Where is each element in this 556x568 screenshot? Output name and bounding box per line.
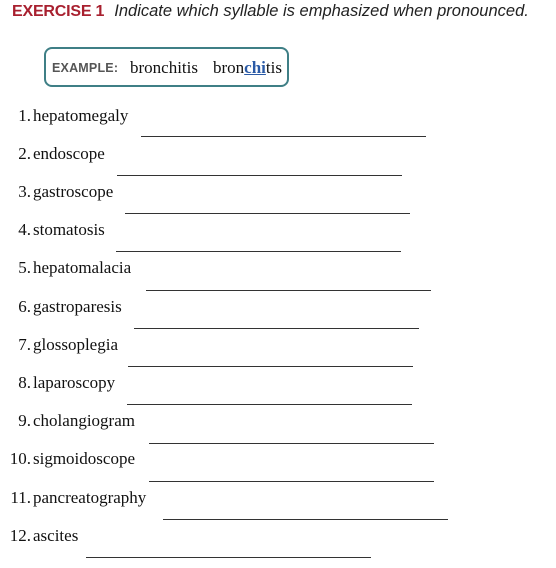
- exercise-item: [0, 297, 122, 317]
- item-term: sigmoidoscope: [33, 449, 135, 468]
- item-term: hepatomalacia: [33, 258, 132, 277]
- exercise-item: [0, 106, 128, 126]
- answer-line[interactable]: [128, 366, 413, 367]
- exercise-title: EXERCISE 1: [12, 3, 105, 20]
- item-term: pancreatography: [33, 488, 147, 507]
- item-number: 1.: [18, 106, 31, 125]
- item-term: cholangiogram: [33, 411, 135, 430]
- example-answer-after: tis: [265, 58, 282, 77]
- item-number: 10.: [9, 449, 31, 468]
- item-term: gastroscope: [33, 182, 114, 201]
- item-term: laparoscopy: [33, 373, 116, 392]
- item-term: endoscope: [33, 144, 105, 163]
- answer-line[interactable]: [146, 290, 431, 291]
- example-label: EXAMPLE:: [52, 61, 119, 75]
- item-number: 8.: [18, 373, 31, 392]
- answer-line[interactable]: [127, 404, 412, 405]
- exercise-item: [0, 258, 131, 278]
- answer-line[interactable]: [149, 443, 434, 444]
- answer-line[interactable]: [134, 328, 419, 329]
- exercise-header: [12, 2, 529, 21]
- answer-line[interactable]: [117, 175, 402, 176]
- example-word: bronchitis: [130, 58, 198, 77]
- answer-line[interactable]: [163, 519, 448, 520]
- item-number: 11.: [10, 488, 31, 507]
- exercise-item: [0, 488, 146, 508]
- example-answer: [213, 58, 282, 78]
- item-term: glossoplegia: [33, 335, 118, 354]
- item-number: 9.: [18, 411, 31, 430]
- item-number: 7.: [18, 335, 31, 354]
- answer-line[interactable]: [86, 557, 371, 558]
- exercise-item: [0, 335, 118, 355]
- item-number: 3.: [18, 182, 31, 201]
- item-number: 2.: [18, 144, 31, 163]
- exercise-item: [0, 220, 105, 240]
- answer-line[interactable]: [125, 213, 410, 214]
- example-emphasized-syllable: chi: [244, 58, 266, 77]
- example-answer-before: bron: [213, 58, 245, 77]
- item-term: stomatosis: [33, 220, 105, 239]
- exercise-item: [0, 449, 135, 469]
- exercise-item: [0, 526, 78, 546]
- exercise-item: [0, 411, 135, 431]
- item-term: ascites: [33, 526, 79, 545]
- item-number: 6.: [18, 297, 31, 316]
- item-number: 12.: [9, 526, 31, 545]
- exercise-item: [0, 182, 113, 202]
- item-term: gastroparesis: [33, 297, 122, 316]
- example-box: [44, 47, 289, 87]
- item-number: 5.: [18, 258, 31, 277]
- item-number: 4.: [18, 220, 31, 239]
- answer-line[interactable]: [116, 251, 401, 252]
- item-term: hepatomegaly: [33, 106, 129, 125]
- answer-line[interactable]: [141, 136, 426, 137]
- exercise-item: [0, 144, 105, 164]
- answer-line[interactable]: [149, 481, 434, 482]
- exercise-instruction: Indicate which syllable is emphasized when pronounced.: [114, 2, 529, 20]
- exercise-item: [0, 373, 115, 393]
